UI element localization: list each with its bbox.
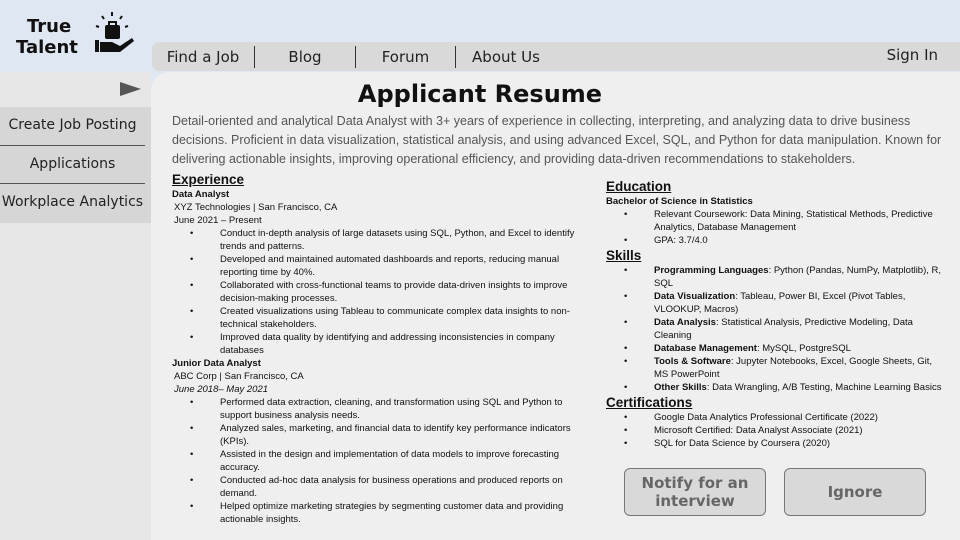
job-company: XYZ Technologies | San Francisco, CA bbox=[174, 202, 338, 213]
list-item: • Microsoft Certified: Data Analyst Associate (2021) bbox=[606, 424, 942, 437]
list-item: • Collaborated with cross-functional teams to provide data-driven insights to improve decision-making processes. bbox=[172, 279, 592, 305]
skills-list bbox=[606, 264, 942, 394]
sidebar-item-applications[interactable]: Applications bbox=[0, 146, 145, 185]
sidebar-item-create-job-posting[interactable]: Create Job Posting bbox=[0, 107, 145, 146]
nav-forum[interactable]: Forum bbox=[381, 47, 430, 66]
logo-text-line1: True bbox=[27, 16, 72, 37]
skill-item bbox=[606, 381, 942, 394]
skill-label: Data Analysis bbox=[654, 317, 716, 328]
skill-text: : Data Wrangling, A/B Testing, Machine Learning Basics bbox=[706, 382, 942, 393]
job-title: Junior Data Analyst bbox=[172, 358, 261, 369]
certifications-heading: Certifications bbox=[606, 395, 693, 410]
right-column bbox=[606, 178, 942, 516]
skill-label: Data Visualization bbox=[654, 291, 736, 302]
skill-label: Database Management bbox=[654, 343, 757, 354]
resume-content bbox=[172, 112, 942, 526]
resume-summary: Detail-oriented and analytical Data Analyst with 3+ years of experience in collecting, interpreting, and analyzing data to drive business decisions. Proficient in data visualization, statistical analysis, and using advanced Excel, SQL, and Python for data manipulation. Known for delivering actionable insights, improving operational efficiency, and providing data-driven recommendations to stakeholders. bbox=[172, 114, 942, 166]
logo[interactable] bbox=[14, 14, 139, 60]
resume-columns bbox=[172, 171, 942, 526]
list-item: • Conduct in-depth analysis of large datasets using SQL, Python, and Excel to identify trends and patterns. bbox=[172, 227, 592, 253]
job-bullets bbox=[172, 227, 592, 357]
skill-item bbox=[606, 264, 942, 290]
job-title: Data Analyst bbox=[172, 189, 230, 200]
sidebar-menu bbox=[0, 107, 151, 223]
skill-item bbox=[606, 316, 942, 342]
list-item: • Created visualizations using Tableau to communicate complex data insights to non-technical stakeholders. bbox=[172, 305, 592, 331]
skill-text: : Statistical Analysis, Predictive Modeling, Data Cleaning bbox=[654, 317, 913, 341]
list-item: • Analyzed sales, marketing, and financial data to identify key performance indicators (KPIs). bbox=[172, 422, 592, 448]
list-item: • SQL for Data Science by Coursera (2020) bbox=[606, 437, 942, 450]
degree: Bachelor of Science in Statistics bbox=[606, 196, 753, 207]
job-bullets bbox=[172, 396, 592, 526]
skill-text: : Tableau, Power BI, Excel (Pivot Tables, VLOOKUP, Macros) bbox=[654, 291, 906, 315]
nav-blog[interactable]: Blog bbox=[288, 47, 322, 66]
skill-label: Other Skills bbox=[654, 382, 707, 393]
ignore-button[interactable]: Ignore bbox=[784, 468, 926, 516]
list-item: • Assisted in the design and implementation of data models to improve forecasting accuracy. bbox=[172, 448, 592, 474]
certifications-list bbox=[606, 411, 942, 450]
briefcase-hand-icon bbox=[90, 10, 138, 56]
skill-item bbox=[606, 355, 942, 381]
notify-for-interview-button[interactable]: Notify for an interview bbox=[624, 468, 766, 516]
list-item: • GPA: 3.7/4.0 bbox=[606, 234, 942, 247]
top-nav bbox=[152, 42, 960, 71]
experience-section bbox=[172, 171, 592, 526]
skill-text: : MySQL, PostgreSQL bbox=[756, 343, 851, 354]
list-item: • Performed data extraction, cleaning, and transformation using SQL and Python to support business analysis needs. bbox=[172, 396, 592, 422]
job-dates: June 2018– May 2021 bbox=[174, 384, 269, 395]
experience-heading: Experience bbox=[172, 172, 245, 187]
skills-heading: Skills bbox=[606, 248, 642, 263]
list-item: • Improved data quality by identifying and addressing inconsistencies in company databases bbox=[172, 331, 592, 357]
sign-in-link[interactable]: Sign In bbox=[886, 46, 938, 64]
skill-item bbox=[606, 342, 942, 355]
skill-item bbox=[606, 290, 942, 316]
skill-text: : Jupyter Notebooks, Excel, Google Sheets, Git, MS PowerPoint bbox=[654, 356, 933, 380]
action-buttons bbox=[606, 468, 942, 516]
list-item: • Google Data Analytics Professional Certificate (2022) bbox=[606, 411, 942, 424]
nav-about-us[interactable]: About Us bbox=[472, 47, 540, 66]
skill-text: : Python (Pandas, NumPy, Matplotlib), R, SQL bbox=[654, 265, 942, 289]
page-title: Applicant Resume bbox=[357, 80, 603, 108]
education-bullets bbox=[606, 208, 942, 247]
list-item: • Conducted ad-hoc data analysis for business operations and produced reports on demand. bbox=[172, 474, 592, 500]
skill-label: Tools & Software bbox=[654, 356, 731, 367]
list-item: • Relevant Coursework: Data Mining, Statistical Methods, Predictive Analytics, Database Management bbox=[606, 208, 942, 234]
nav-find-a-job[interactable]: Find a Job bbox=[166, 47, 240, 66]
skill-label: Programming Languages bbox=[654, 265, 769, 276]
list-item: • Helped optimize marketing strategies by segmenting customer data and providing actionable insights. bbox=[172, 500, 592, 526]
job-dates: June 2021 – Present bbox=[174, 215, 262, 226]
sidebar-item-workplace-analytics[interactable]: Workplace Analytics bbox=[1, 194, 144, 210]
logo-text-line2: Talent bbox=[16, 37, 78, 58]
job-company: ABC Corp | San Francisco, CA bbox=[174, 371, 304, 382]
list-item: • Developed and maintained automated dashboards and reports, reducing manual reporting time by 40%. bbox=[172, 253, 592, 279]
education-heading: Education bbox=[606, 179, 672, 194]
